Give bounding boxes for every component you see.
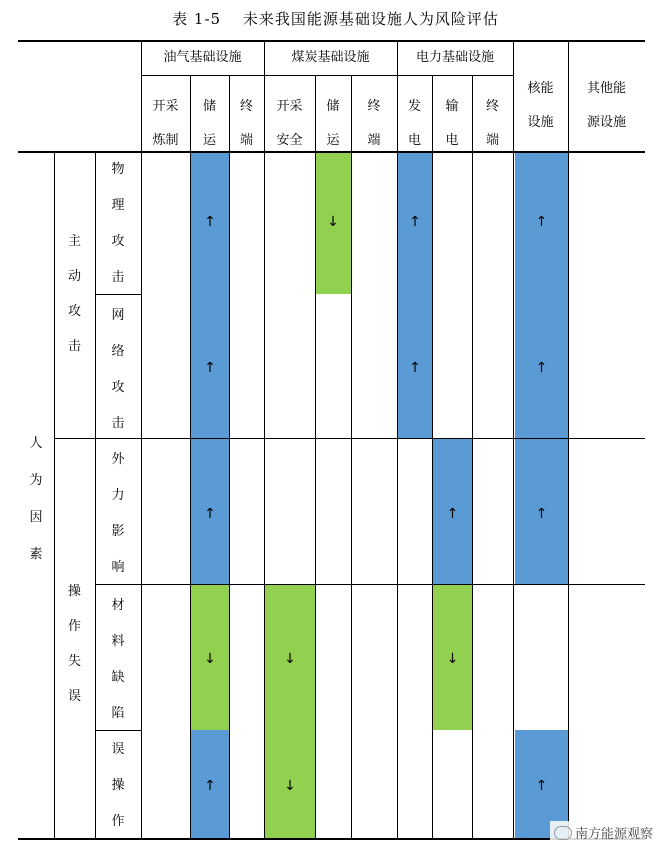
row-category-label	[54, 574, 95, 714]
watermark	[550, 821, 657, 844]
subheader	[229, 90, 264, 158]
header-nuclear-text: 核能设施	[527, 81, 554, 130]
wechat-icon	[554, 826, 572, 840]
risk-arrow: ↓	[327, 214, 339, 230]
risk-arrow: ↑	[409, 360, 421, 376]
row-sub-text: 材料缺陷	[111, 598, 125, 721]
risk-arrow: ↑	[535, 214, 548, 230]
row-main-text: 人为因素	[29, 436, 43, 562]
col-rule	[351, 76, 352, 838]
risk-arrow: ↑	[204, 214, 216, 230]
row-category-label	[54, 224, 95, 364]
subheader	[397, 90, 432, 158]
subheader-text: 发电	[407, 99, 421, 148]
row-sub-label	[95, 442, 141, 586]
rule	[141, 75, 513, 76]
col-rule	[432, 76, 433, 838]
row-sub-text: 物理攻击	[111, 162, 125, 285]
row-sub-label	[95, 152, 141, 296]
col-rule	[568, 41, 569, 838]
risk-arrow: ↑	[535, 506, 548, 522]
row-category-text: 主动攻击	[67, 234, 81, 354]
subheader-text: 终端	[485, 99, 499, 148]
risk-arrow: ↑	[204, 506, 216, 522]
risk-arrow: ↑	[204, 360, 216, 376]
risk-arrow: ↓	[284, 651, 296, 667]
group-header-coal: 煤炭基础设施	[291, 50, 370, 65]
risk-arrow: ↑	[535, 778, 548, 794]
row-sub-label	[95, 732, 141, 840]
col-rule	[472, 76, 473, 838]
risk-arrow: ↑	[535, 360, 548, 376]
subheader	[432, 90, 472, 158]
row-sub-text: 误操作	[111, 742, 125, 829]
col-rule	[264, 41, 265, 838]
risk-arrow: ↑	[204, 778, 216, 794]
subheader	[472, 90, 513, 158]
header-nuclear	[513, 72, 568, 140]
subheader-text: 储运	[202, 99, 216, 148]
subheader-text: 开采炼制	[152, 99, 179, 148]
subheader-text: 开采安全	[276, 99, 303, 148]
row-sub-text: 网络攻击	[111, 308, 125, 431]
col-rule	[397, 41, 398, 838]
row-sub-text: 外力影响	[111, 452, 125, 575]
group-header-oil: 油气基础设施	[163, 50, 242, 65]
header-other	[568, 72, 645, 140]
col-rule	[190, 76, 191, 838]
risk-arrow: ↓	[204, 651, 216, 667]
row-sub-label	[95, 298, 141, 442]
risk-arrow: ↓	[284, 778, 296, 794]
subheader-text: 终端	[239, 99, 253, 148]
col-rule	[315, 76, 316, 838]
rule	[54, 438, 645, 439]
table-title: 表 1-5 未来我国能源基础设施人为风险评估	[172, 10, 499, 28]
subheader	[190, 90, 229, 158]
rule	[95, 584, 645, 585]
subheader	[141, 90, 190, 158]
col-rule	[513, 41, 514, 838]
subheader-text: 储运	[326, 99, 340, 148]
risk-arrow: ↑	[446, 506, 459, 522]
group-header-power: 电力基础设施	[415, 50, 494, 65]
row-sub-label	[95, 588, 141, 732]
subheader	[315, 90, 351, 158]
risk-arrow: ↓	[446, 651, 459, 667]
risk-arrow: ↑	[409, 214, 421, 230]
header-other-text: 其他能源设施	[586, 81, 626, 130]
row-main-label	[18, 425, 54, 573]
row-category-text: 操作失误	[67, 584, 81, 704]
subheader-text: 输电	[445, 99, 459, 148]
subheader-text: 终端	[367, 99, 381, 148]
col-rule	[141, 41, 142, 838]
subheader	[264, 90, 315, 158]
watermark-text: 南方能源观察	[574, 827, 653, 842]
subheader	[351, 90, 397, 158]
col-rule	[229, 76, 230, 838]
table-top-rule	[18, 40, 645, 42]
